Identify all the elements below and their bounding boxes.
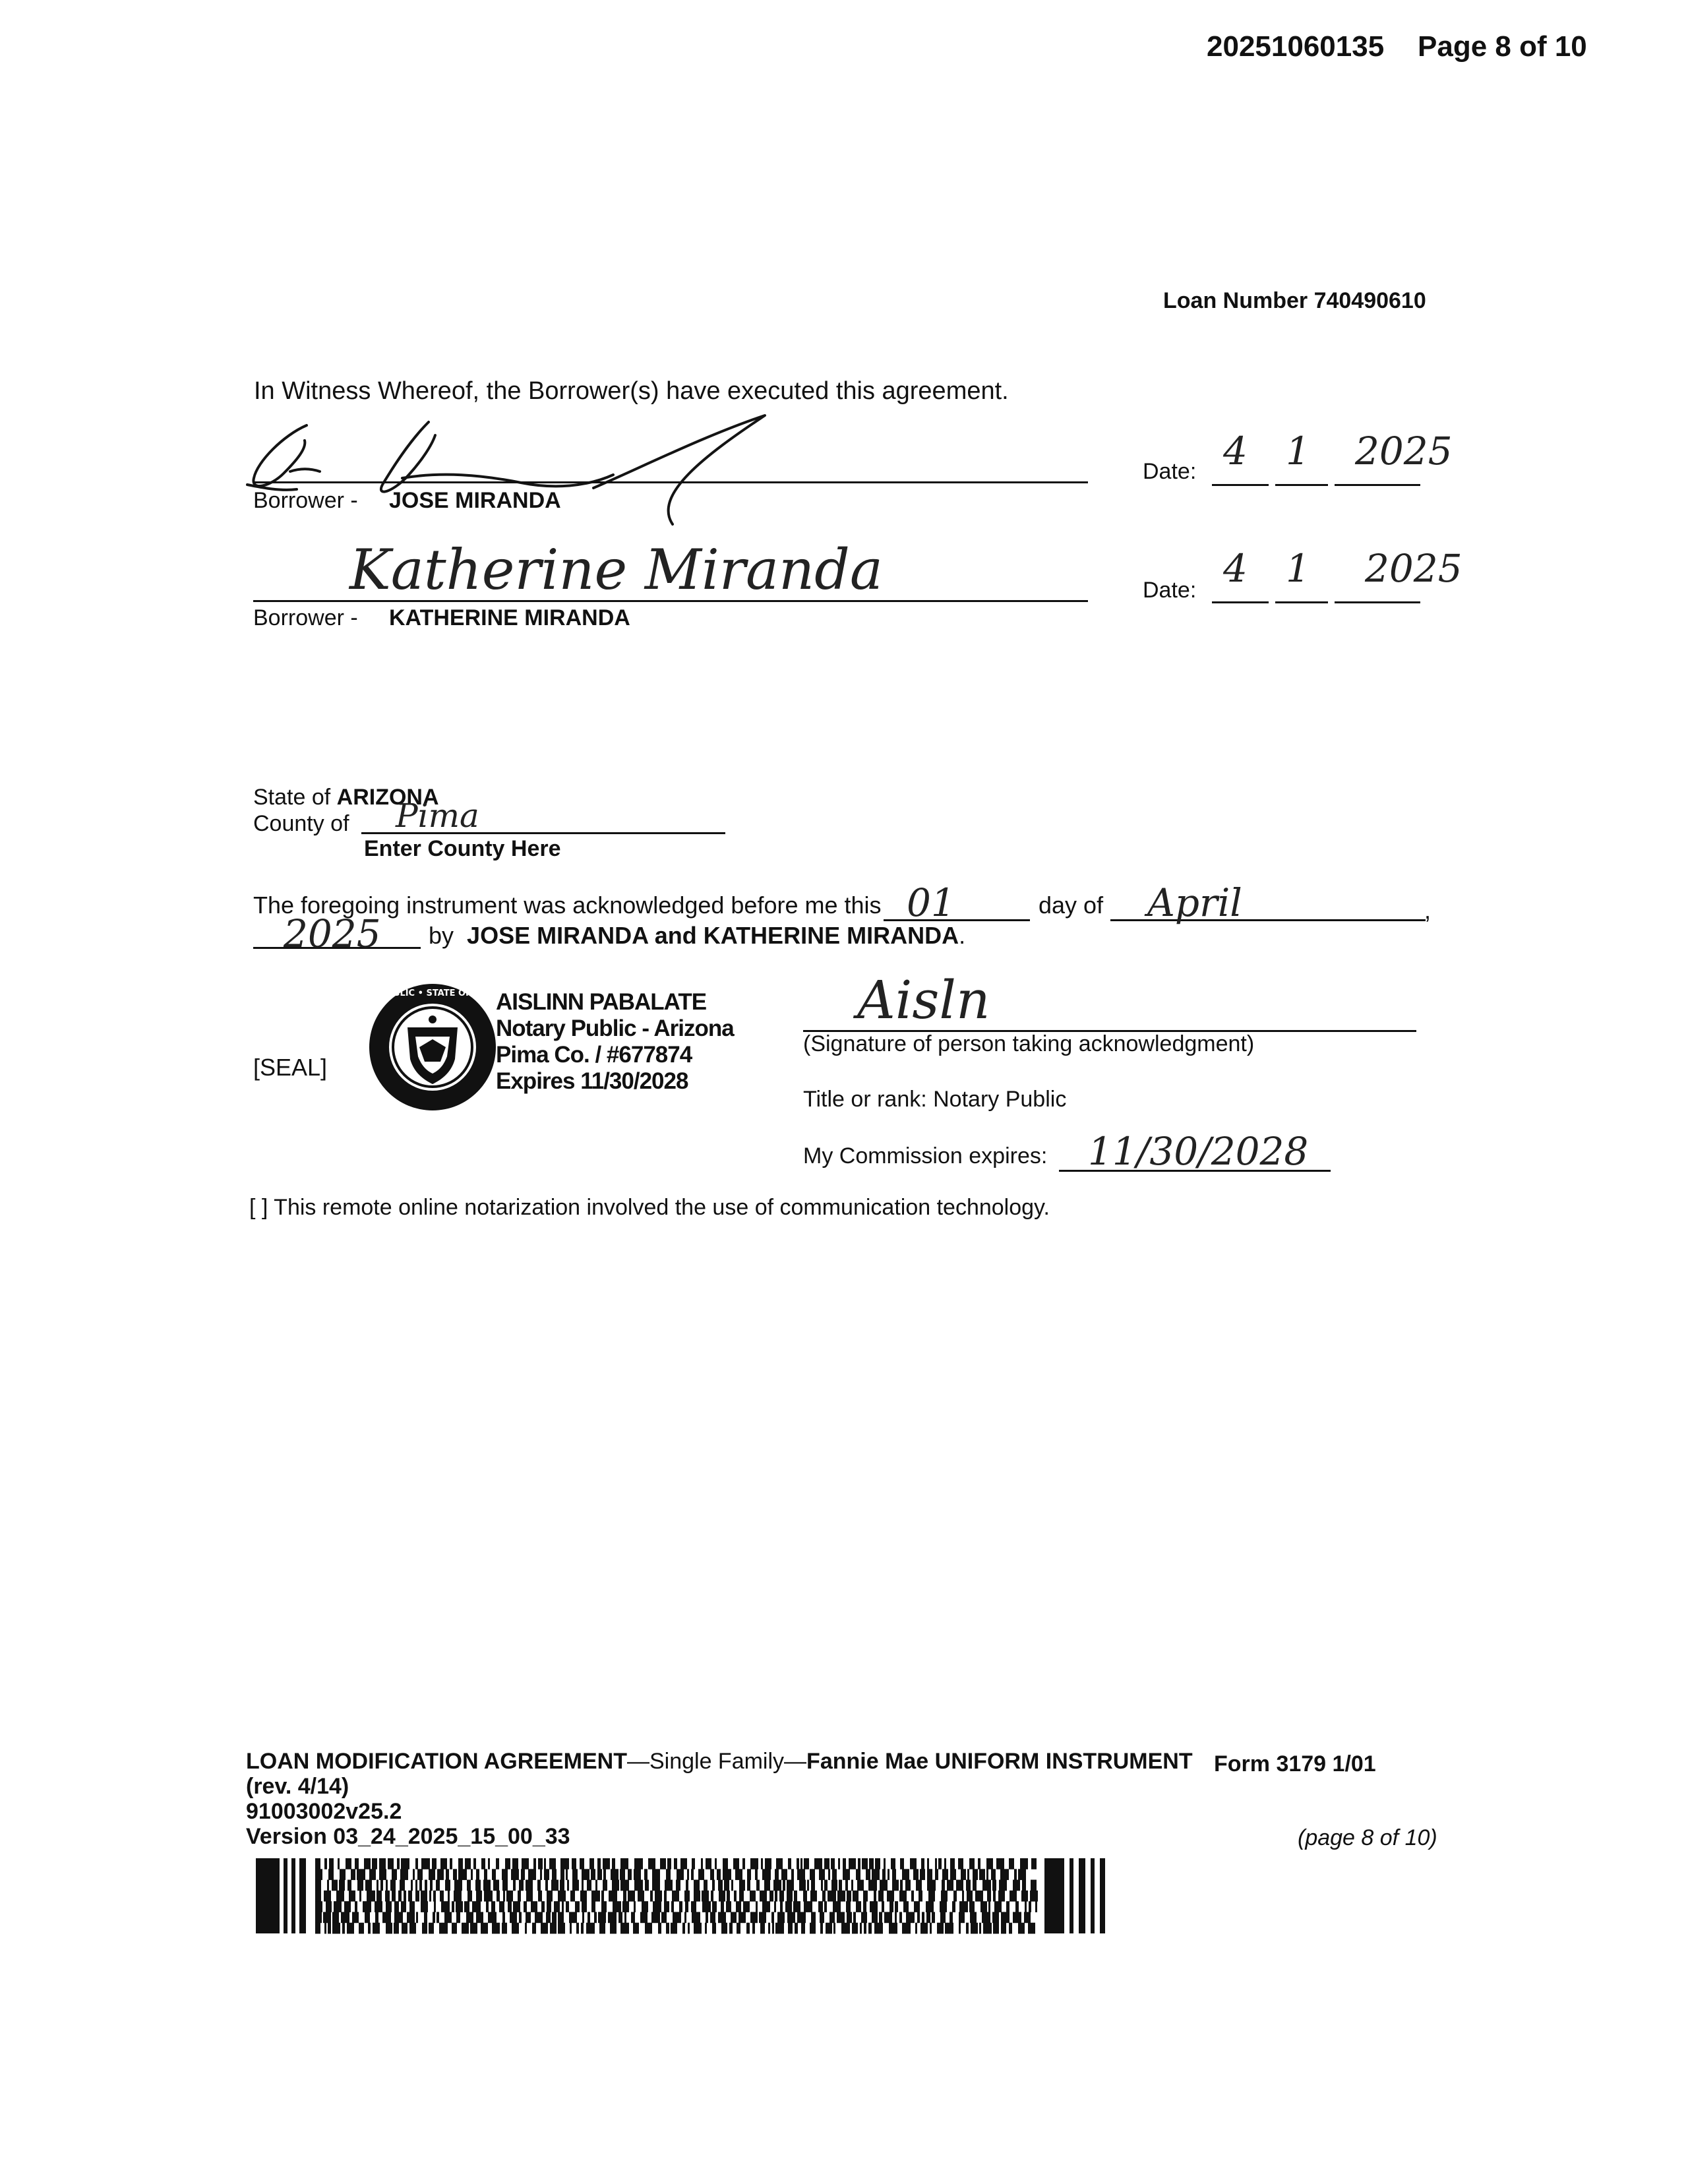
state-value: ARIZONA [336,785,439,810]
ack-day-line [884,919,1030,921]
state-label: State of [253,785,331,810]
borrower-1-date-month: 4 [1223,429,1248,473]
ack-period: . [959,922,966,949]
ack-names: JOSE MIRANDA and KATHERINE MIRANDA [467,922,959,949]
footer-rev: (rev. 4/14) [246,1774,349,1799]
borrower-2-month-line [1212,601,1269,603]
pdf417-barcode [256,1858,1106,1933]
footer-code: 91003002v25.2 [246,1799,402,1824]
commission-label: My Commission expires: [803,1143,1048,1168]
county-value: Pima [396,797,479,835]
notary-title-rank: Title or rank: Notary Public [803,1087,1067,1112]
borrower-2-signature-line [253,600,1088,602]
borrower-1-date-year: 2025 [1355,429,1453,473]
acknowledgment-text: The foregoing instrument was acknowledged before me this [253,892,882,919]
borrower-2-date-label: Date: [1143,578,1197,603]
commission-value: 11/30/2028 [1088,1129,1309,1174]
borrower-1-date-label: Date: [1143,459,1197,484]
document-number: 20251060135 [1207,30,1385,63]
stamp-expires: Expires 11/30/2028 [496,1068,688,1094]
seal-ring-text: NOTARY PUBLIC • STATE OF ARIZONA • [338,988,527,998]
ack-year: 2025 [284,911,381,956]
footer-agreement-bold-2: Fannie Mae UNIFORM INSTRUMENT [806,1749,1193,1774]
notary-signature: Aisln [857,969,990,1031]
footer-agreement-bold-1: LOAN MODIFICATION AGREEMENT [246,1749,627,1774]
stamp-name: AISLINN PABALATE [496,989,707,1015]
borrower-2-signature: Katherine Miranda [349,537,883,602]
ack-day-of: day of [1039,892,1104,919]
witness-statement: In Witness Whereof, the Borrower(s) have executed this agreement. [254,377,1009,405]
borrower-2-year-line [1335,601,1420,603]
borrower-1-name: JOSE MIRANDA [389,488,561,513]
borrower-1-label: Borrower - [253,488,358,513]
footer-agreement-normal: —Single Family— [626,1749,807,1774]
remote-notarization-checkbox: [ ] This remote online notarization involved the use of communication technology. [249,1195,1050,1220]
ack-month: April [1147,880,1242,925]
ack-comma: , [1424,897,1432,924]
footer-version: Version 03_24_2025_15_00_33 [246,1824,570,1849]
ack-day: 01 [907,880,955,925]
borrower-2-name: KATHERINE MIRANDA [389,605,630,630]
seal-label: [SEAL] [253,1054,328,1081]
footer-form: Form 3179 1/01 [1214,1751,1376,1776]
borrower-2-date-day: 1 [1286,546,1310,591]
borrower-2-date-month: 4 [1223,546,1248,591]
notary-signature-caption: (Signature of person taking acknowledgment) [803,1031,1255,1056]
borrower-1-year-line [1335,484,1420,486]
page-label: Page 8 of 10 [1418,30,1587,63]
borrower-2-label: Borrower - [253,605,358,630]
borrower-1-signature-line [253,481,1088,483]
ack-by: by [429,922,454,949]
county-label: County of [253,811,349,836]
borrower-1-date-day: 1 [1286,429,1310,473]
notary-stamp-text [496,989,734,1095]
stamp-title: Notary Public - Arizona [496,1016,734,1041]
footer-page-note: (page 8 of 10) [1298,1825,1437,1850]
county-hint: Enter County Here [364,836,561,861]
stamp-county: Pima Co. / #677874 [496,1042,692,1068]
borrower-2-date-year: 2025 [1365,546,1462,591]
borrower-2-day-line [1275,601,1328,603]
notary-seal-emblem [338,981,527,1113]
loan-number: Loan Number 740490610 [1163,288,1426,313]
footer-agreement-title [246,1749,1193,1774]
borrower-1-day-line [1275,484,1328,486]
borrower-1-month-line [1212,484,1269,486]
